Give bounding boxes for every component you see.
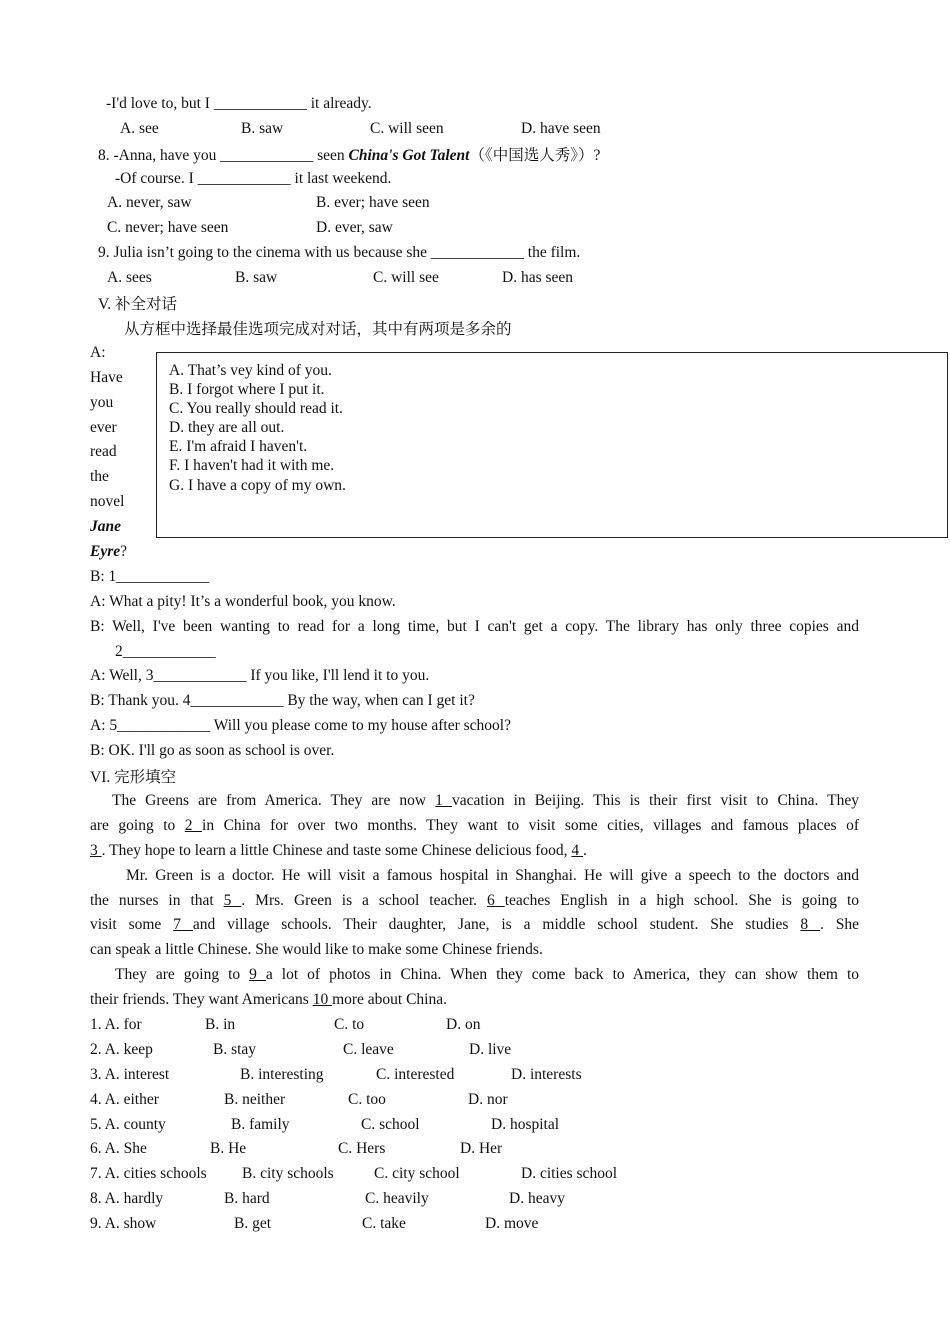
choice: D. on	[446, 1016, 481, 1033]
q7-option-c: C. will seen	[370, 120, 444, 137]
cloze-line: the nurses in that 5 . Mrs. Green is a school teacher. 6 teaches English in a high school. She is going to	[90, 892, 860, 909]
q9-option-b: B. saw	[235, 269, 278, 286]
choice: D. interests	[511, 1066, 582, 1083]
q8-reply: -Of course. I ____________ it last weekend.	[115, 170, 392, 187]
blank-6: 6	[487, 892, 505, 909]
choice: C. Hers	[338, 1140, 386, 1157]
choice: 2. A. keep	[90, 1041, 153, 1058]
blank-2: 2	[184, 817, 203, 834]
cloze-line: are going to 2 in China for over two months. They want to visit some cities, villages and famous places of	[90, 817, 859, 834]
choice: C. take	[362, 1215, 406, 1232]
choice: B. He	[210, 1140, 247, 1157]
q9-option-a: A. sees	[107, 269, 152, 286]
box-option: E. I'm afraid I haven't.	[169, 438, 308, 455]
choice: D. heavy	[509, 1190, 565, 1207]
q8-show-title: China's Got Talent	[348, 147, 470, 164]
cloze-line: The Greens are from America. They are now 1 vacation in Beijing. This is their first visit to China. They	[112, 792, 859, 809]
blank-8: 8	[800, 916, 820, 933]
dialogue-line: 2____________	[115, 643, 216, 660]
choice: D. hospital	[491, 1116, 560, 1133]
choice: C. too	[348, 1091, 386, 1108]
box-option: F. I haven't had it with me.	[169, 457, 335, 474]
q7-line: -I'd love to, but I ____________ it already.	[106, 95, 372, 112]
blank-9: 9	[249, 966, 266, 983]
choice: 5. A. county	[90, 1116, 166, 1133]
choice: 4. A. either	[90, 1091, 159, 1108]
choice: D. cities school	[521, 1165, 617, 1182]
choice: C. leave	[343, 1041, 394, 1058]
cloze-line: Mr. Green is a doctor. He will visit a famous hospital in Shanghai. He will give a speech to the doctors and	[126, 867, 859, 884]
dialogue-a1-word: read	[90, 443, 117, 460]
choice: C. school	[361, 1116, 420, 1133]
choice: B. interesting	[240, 1066, 324, 1083]
choice: 1. A. for	[90, 1016, 142, 1033]
q7-option-a: A. see	[120, 120, 159, 137]
cloze-line: can speak a little Chinese. She would like to make some Chinese friends.	[90, 941, 543, 958]
choice: B. family	[231, 1116, 290, 1133]
choice: 7. A. cities schools	[90, 1165, 207, 1182]
q7-option-b: B. saw	[241, 120, 284, 137]
q9-option-d: D. has seen	[502, 269, 574, 286]
choice: B. neither	[224, 1091, 286, 1108]
box-option: A. That’s vey kind of you.	[169, 362, 332, 379]
choice: C. to	[334, 1016, 365, 1033]
choice: D. move	[485, 1215, 539, 1232]
dialogue-a1-word: novel	[90, 493, 125, 510]
section6-heading: VI. 完形填空	[90, 769, 177, 786]
choice: 9. A. show	[90, 1215, 157, 1232]
dialogue-line: A: 5____________ Will you please come to my house after school?	[90, 717, 511, 734]
q8-option-d: D. ever, saw	[316, 219, 393, 236]
choice: D. Her	[460, 1140, 503, 1157]
choice: B. city schools	[242, 1165, 334, 1182]
choice: D. live	[469, 1041, 512, 1058]
dialogue-a1-word: Have	[90, 369, 123, 386]
dialogue-a1-title: Jane	[90, 518, 121, 535]
blank-4: 4	[571, 842, 584, 859]
section5-heading: V. 补全对话	[98, 296, 177, 313]
q8-option-a: A. never, saw	[107, 194, 192, 211]
choice: 8. A. hardly	[90, 1190, 164, 1207]
cloze-line: their friends. They want Americans 10 more about China.	[90, 991, 447, 1008]
q7-option-d: D. have seen	[521, 120, 601, 137]
box-option: D. they are all out.	[169, 419, 285, 436]
choice: C. city school	[374, 1165, 460, 1182]
dialogue-line: A: Well, 3____________ If you like, I'll lend it to you.	[90, 667, 430, 684]
dialogue-line: B: Thank you. 4____________ By the way, when can I get it?	[90, 692, 475, 709]
choice: 3. A. interest	[90, 1066, 170, 1083]
blank-5: 5	[223, 892, 242, 909]
blank-7: 7	[173, 916, 193, 933]
box-option: G. I have a copy of my own.	[169, 477, 346, 494]
cloze-line: 3 . They hope to learn a little Chinese and taste some Chinese delicious food, 4 .	[90, 842, 587, 859]
q9-question: 9. Julia isn’t going to the cinema with us because she ____________ the film.	[98, 244, 581, 261]
box-option: B. I forgot where I put it.	[169, 381, 325, 398]
dialogue-line: A: What a pity! It’s a wonderful book, you know.	[90, 593, 396, 610]
dialogue-a1-word: ever	[90, 419, 117, 436]
q8-question: 8. -Anna, have you ____________ seen China's Got Talent（《中国选人秀》）?	[98, 147, 601, 164]
choice: 6. A. She	[90, 1140, 147, 1157]
dialogue-line: B: Well, I've been wanting to read for a long time, but I can't get a copy. The library has only three copies and	[90, 618, 859, 635]
q9-option-c: C. will see	[373, 269, 439, 286]
dialogue-a1-title-end: Eyre?	[90, 543, 128, 560]
q8-option-c: C. never; have seen	[107, 219, 229, 236]
choice: B. in	[205, 1016, 236, 1033]
dialogue-a1-word: you	[90, 394, 114, 411]
blank-10: 10	[312, 991, 333, 1008]
choice: C. heavily	[365, 1190, 429, 1207]
choice: B. stay	[213, 1041, 257, 1058]
box-option: C. You really should read it.	[169, 400, 343, 417]
blank-1: 1	[435, 792, 452, 809]
choice: C. interested	[376, 1066, 455, 1083]
choice: D. nor	[468, 1091, 508, 1108]
q8-option-b: B. ever; have seen	[316, 194, 430, 211]
cloze-line: visit some 7 and village schools. Their daughter, Jane, is a middle school student. She studies 8 . She	[90, 916, 860, 933]
choice: B. get	[234, 1215, 272, 1232]
blank-3: 3	[90, 842, 102, 859]
dialogue-line: B: 1____________	[90, 568, 210, 585]
section5-instruction: 从方框中选择最佳选项完成对对话，其中有两项是多余的	[124, 321, 512, 338]
choice: B. hard	[224, 1190, 270, 1207]
cloze-line: They are going to 9 a lot of photos in China. When they come back to America, they can show them to	[115, 966, 860, 983]
dialogue-a1-word: A:	[90, 344, 106, 361]
dialogue-a1-word: the	[90, 468, 109, 485]
dialogue-line: B: OK. I'll go as soon as school is over.	[90, 742, 335, 759]
options-box	[156, 352, 948, 538]
